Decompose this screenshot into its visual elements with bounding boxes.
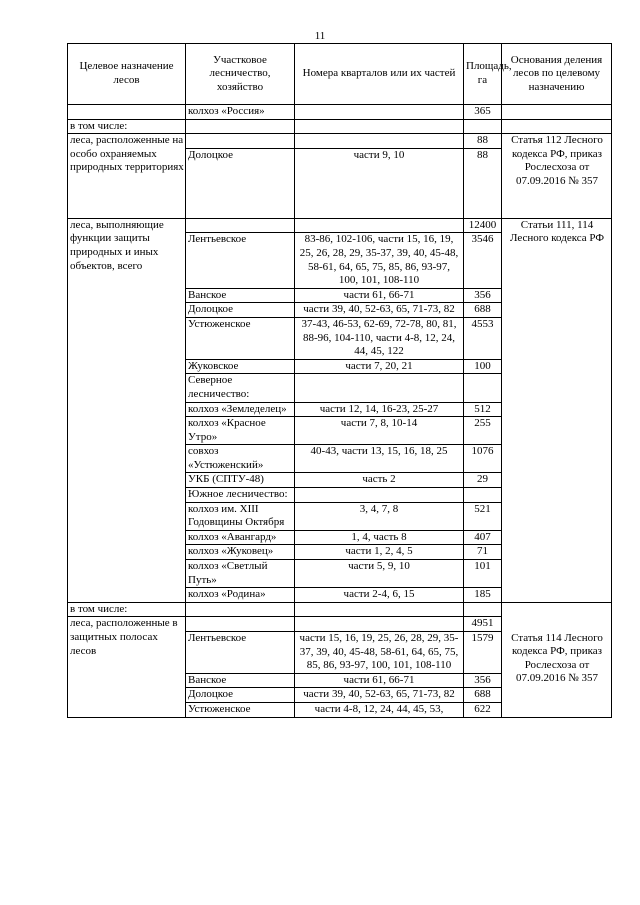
forestry-cell: колхоз им. XIII Годовщины Октября — [186, 502, 295, 530]
area-cell — [464, 488, 502, 503]
table-row — [68, 560, 612, 588]
table-row — [68, 688, 612, 703]
total-area-cell: 4951 — [464, 617, 502, 632]
forestry-cell: Долоцкое — [186, 303, 295, 318]
forestry-cell: Долоцкое — [186, 148, 295, 218]
forestry-cell: Ванское — [186, 673, 295, 688]
area-cell: 688 — [464, 303, 502, 318]
total-area-cell: 88 — [464, 134, 502, 149]
header-purpose: Целевое назначение лесов — [68, 44, 186, 105]
table-row — [68, 374, 612, 402]
header-quarters: Номера кварталов или их частей — [295, 44, 464, 105]
area-cell: 71 — [464, 545, 502, 560]
table-row — [68, 502, 612, 530]
table-row — [68, 445, 612, 473]
quarters-cell: часть 2 — [295, 473, 464, 488]
including-label: в том числе: — [68, 119, 186, 134]
table-row — [68, 530, 612, 545]
table-row — [68, 317, 612, 359]
table-row — [68, 359, 612, 374]
forestry-cell: колхоз «Жуковец» — [186, 545, 295, 560]
table-row — [68, 702, 612, 717]
area-cell: 185 — [464, 588, 502, 603]
quarters-cell: части 1, 2, 4, 5 — [295, 545, 464, 560]
table-row — [68, 417, 612, 445]
table-row — [68, 588, 612, 603]
forestry-cell: Северное лесничество: — [186, 374, 295, 402]
table-row — [68, 617, 612, 632]
forestry-cell: Лентьевское — [186, 632, 295, 674]
quarters-cell: части 5, 9, 10 — [295, 560, 464, 588]
area-cell: 255 — [464, 417, 502, 445]
header-forestry: Участковое лесничество, хозяйство — [186, 44, 295, 105]
purpose-text: леса, выполняющие функции защиты природных и иных объектов, всего — [70, 218, 164, 272]
total-area-cell: 12400 — [464, 218, 502, 233]
quarters-cell: 3, 4, 7, 8 — [295, 502, 464, 530]
purpose-text: леса, расположенные в защитных полосах лесов — [70, 617, 178, 657]
quarters-cell: части 9, 10 — [295, 148, 464, 218]
forestry-cell: Жуковское — [186, 359, 295, 374]
table-row — [68, 134, 612, 149]
area-cell: 356 — [464, 288, 502, 303]
table-row — [68, 545, 612, 560]
forestry-cell: колхоз «Земледелец» — [186, 402, 295, 417]
table-row — [68, 119, 612, 134]
area-cell: 407 — [464, 530, 502, 545]
forestry-cell: колхоз «Светлый Путь» — [186, 560, 295, 588]
basis-text: Статьи 111, 114 Лесного кодекса РФ — [509, 218, 605, 245]
header-basis: Основания деления лесов по целевому назначению — [502, 44, 612, 105]
forestry-cell: колхоз «Красное Утро» — [186, 417, 295, 445]
header-area: Площадь, га — [464, 44, 502, 105]
forestry-cell: УКБ (СПТУ-48) — [186, 473, 295, 488]
forestry-cell: колхоз «Родина» — [186, 588, 295, 603]
forestry-cell: колхоз «Россия» — [186, 105, 295, 120]
forestry-cell: колхоз «Авангард» — [186, 530, 295, 545]
table-row — [68, 488, 612, 503]
basis-text: Статья 114 Лесного кодекса РФ, приказ Рослесхоза от 07.09.2016 № 357 — [511, 631, 603, 685]
area-cell: 688 — [464, 688, 502, 703]
area-cell: 101 — [464, 560, 502, 588]
quarters-cell: части 61, 66-71 — [295, 288, 464, 303]
area-cell — [464, 374, 502, 402]
quarters-cell: части 39, 40, 52-63, 65, 71-73, 82 — [295, 688, 464, 703]
forestry-cell: Ванское — [186, 288, 295, 303]
table-row — [68, 218, 612, 233]
area-cell: 521 — [464, 502, 502, 530]
area-cell: 29 — [464, 473, 502, 488]
quarters-cell: 40-43, части 13, 15, 16, 18, 25 — [295, 445, 464, 473]
area-cell: 365 — [464, 105, 502, 120]
purpose-text: леса, расположенные на особо охраняемых природных территориях — [70, 134, 184, 174]
area-cell: 622 — [464, 702, 502, 717]
quarters-cell: части 12, 14, 16-23, 25-27 — [295, 402, 464, 417]
area-cell: 1579 — [464, 632, 502, 674]
area-cell: 4553 — [464, 317, 502, 359]
table-row — [68, 402, 612, 417]
forest-purpose-table — [67, 43, 612, 718]
quarters-cell: части 7, 8, 10-14 — [295, 417, 464, 445]
area-cell: 1076 — [464, 445, 502, 473]
table-header — [68, 44, 612, 105]
forestry-cell: Лентьевское — [186, 233, 295, 288]
table-row — [68, 288, 612, 303]
quarters-cell: части 15, 16, 19, 25, 26, 28, 29, 35-37, 39, 40, 45-48, 58-61, 64, 65, 75, 85, 86, 93-97, 100, 101, 108-110 — [295, 632, 464, 674]
quarters-cell: 37-43, 46-53, 62-69, 72-78, 80, 81, 88-96, 104-110, части 4-8, 12, 24, 44, 45, 122 — [295, 317, 464, 359]
area-cell: 88 — [464, 148, 502, 218]
area-cell: 356 — [464, 673, 502, 688]
quarters-cell: части 61, 66-71 — [295, 673, 464, 688]
forestry-cell: Устюженское — [186, 702, 295, 717]
quarters-cell: части 39, 40, 52-63, 65, 71-73, 82 — [295, 303, 464, 318]
forestry-cell: совхоз «Устюженский» — [186, 445, 295, 473]
quarters-cell: 1, 4, часть 8 — [295, 530, 464, 545]
area-cell: 3546 — [464, 233, 502, 288]
forestry-cell: Долоцкое — [186, 688, 295, 703]
basis-text: Статья 112 Лесного кодекса РФ, приказ Рослесхоза от 07.09.2016 № 357 — [511, 134, 603, 187]
table-row — [68, 105, 612, 120]
area-cell: 100 — [464, 359, 502, 374]
quarters-cell: части 7, 20, 21 — [295, 359, 464, 374]
quarters-cell — [295, 374, 464, 402]
forestry-cell: Южное лесничество: — [186, 488, 295, 503]
table-row — [68, 303, 612, 318]
table-row — [68, 602, 612, 617]
quarters-cell: части 2-4, 6, 15 — [295, 588, 464, 603]
forestry-cell: Устюженское — [186, 317, 295, 359]
including-label: в том числе: — [68, 602, 186, 617]
page-number: 11 — [314, 30, 326, 42]
quarters-cell: 83-86, 102-106, части 15, 16, 19, 25, 26, 28, 29, 35-37, 39, 40, 45-48, 58-61, 64, 65, 75, 85, 86, 93-97, 100, 101, 108-110 — [295, 233, 464, 288]
area-cell: 512 — [464, 402, 502, 417]
quarters-cell — [295, 488, 464, 503]
table-row — [68, 473, 612, 488]
quarters-cell: части 4-8, 12, 24, 44, 45, 53, — [295, 702, 464, 717]
